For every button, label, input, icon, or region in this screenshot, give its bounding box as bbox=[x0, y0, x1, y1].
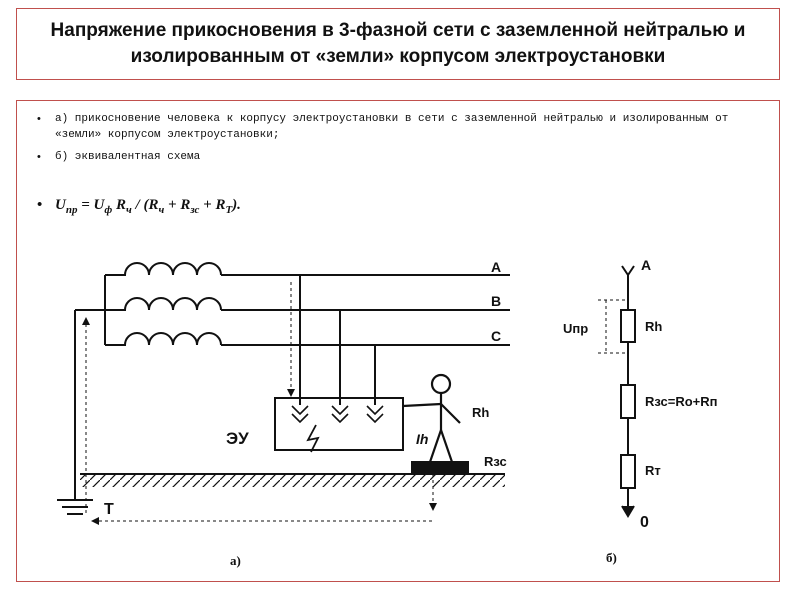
caption-b: б) bbox=[606, 550, 617, 565]
r2-label: Rзс=Ro+Rп bbox=[645, 394, 718, 409]
r3-label: Rт bbox=[645, 463, 661, 478]
phase-label-a: A bbox=[491, 259, 502, 275]
bullet-item-b: • б) эквивалентная схема bbox=[37, 149, 737, 165]
eu-label: ЭУ bbox=[226, 429, 249, 448]
phase-label-b: B bbox=[491, 293, 502, 309]
caption-a: а) bbox=[230, 553, 241, 568]
ih-label: Ih bbox=[416, 431, 429, 447]
rh-label: Rh bbox=[472, 405, 490, 420]
content-box bbox=[16, 100, 780, 582]
t-label: Т bbox=[104, 501, 114, 518]
bottom-node-label: 0 bbox=[640, 514, 649, 531]
top-node-label: A bbox=[641, 257, 652, 273]
phase-label-c: C bbox=[491, 328, 502, 344]
upr-label: Uпр bbox=[563, 321, 589, 336]
rzs-label: Rзс bbox=[484, 454, 507, 469]
title-box bbox=[16, 8, 780, 80]
r1-label: Rh bbox=[645, 319, 663, 334]
bullet-list bbox=[37, 111, 737, 165]
page-title: Напряжение прикосновения в 3-фазной сети с заземленной нейтралью и изолированным от «земли» корпусом электроустановки bbox=[50, 20, 746, 67]
bullet-item-a: • а) прикосновение человека к корпусу электроустановки в сети с заземленной нейтралью и изолированным от «земли» корпусом электроустановки; bbox=[37, 111, 737, 143]
formula: • $U_{пр} = U_ф$ $R_ч / (R_ч + R_{зс} + R_Т)$. bbox=[37, 197, 241, 216]
